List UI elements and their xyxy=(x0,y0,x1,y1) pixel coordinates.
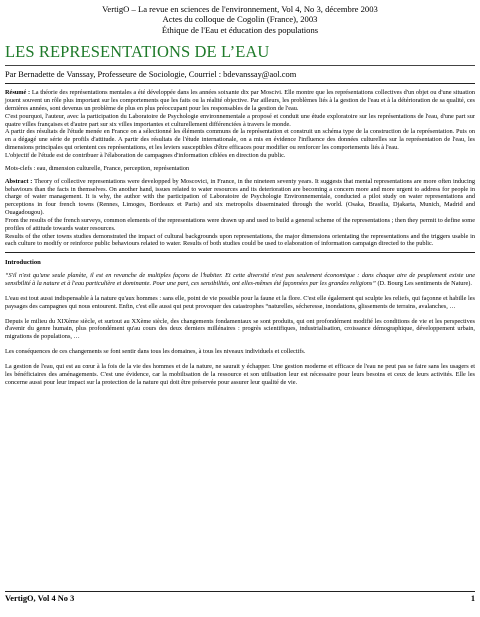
document-page xyxy=(5,0,475,617)
running-header xyxy=(5,0,475,35)
resume-paragraph-4: L'objectif de l'étude est de contribuer à l'élaboration de campagnes d'information ciblées en direction du public. xyxy=(5,151,286,159)
intro-paragraph-4: La gestion de l'eau, qui est au cœur à la fois de la vie des hommes et de la nature, ne saurait y échapper. Une gestion moderne et efficace de l'eau ne peut pas se faire sans les usagers et les bénéficiaires des aménagements. C'est une évidence, car la mobilisation de la ressource et son utilisation leur est nécessaire pour leurs besoins et ceux de leurs activités. Elle les concerne aussi pour leur impact sur la protection de la nature qui doit être préservée pour assurer leur qualité de vie. xyxy=(5,363,475,386)
header-journal-line: VertigO – La revue en sciences de l'environnement, Vol 4, No 3, décembre 2003 xyxy=(102,4,378,14)
intro-paragraph-2: Depuis le milieu du XIXème siècle, et surtout au XXème siècle, des changements fondamentaux se sont produits, qui ont profondément modifié les conditions de vie et les perspectives d'avenir du genre humain, plus profondément qu'au cours des deux derniers millénaires : progrès scientifiques, industrialisation, croissance démographique, développement urbain, migrations de populations, … xyxy=(5,317,475,341)
intro-quote: “S'il n'est qu'une seule planète, il est en revanche de multiples façons de l'habiter. Et cette diversité n'est pas seulement économique : dans chaque aire de peuplement existe une sensibilité à la nature et à l'eau particulière et dominante. Pour une part, ces sensibilités, ont elles-mêmes été façonnées par les grandes religions” (D. Bourg Les sentiments de Nature). xyxy=(5,272,475,288)
abstract-paragraph-2: From the results of the french surveys, common elements of the representations were drawn up and used to build a general scheme of the representations ; then they permit to define some profiles of attitude towards water resources. xyxy=(5,216,475,232)
resume-label: Résumé : xyxy=(5,89,31,97)
author-line xyxy=(5,65,475,84)
introduction-heading: Introduction xyxy=(5,259,41,267)
article-title: LES REPRESENTATIONS DE L’EAU xyxy=(5,42,270,62)
abstract-paragraph-1: Abstract : Theory of collective representations were developped by Moscovici, in France, in the nineteen seventy years. It suggests that mental representations are more often inducing behaviours than the facts in themselves. On another hand, issues related to water resources and its deterioration are becoming a concern more and more urgent to address for people in charge of water management. It is why, the author with the participation of Laboratoire de Psychologie Environnementale, conducted a pilot study on water representations and perceptions in four french towns (Rennes, Limoges, Bordeaux et Paris) and six metropolis disseminated through the world. (Osaka, Brasilia, Djakarta, Munich, Madrid and Ouagadougou). xyxy=(5,177,475,217)
resume-paragraph-1: Résumé : La théorie des représentations mentales a été développée dans les années soixante dix par Moscivi. Elle montre que les représentations collectives d'un objet ou d'une situation jouent souvent un rôle plus important sur les comportements que les faits ou la réalité objective. Par ailleurs, les problèmes liés à la gestion de l'eau et à la détérioration de sa qualité, ces dernières années, sont devenus un problème de plus en plus préoccupant pour les responsables de la gestion de l'eau. xyxy=(5,89,476,112)
header-theme-line: Éthique de l'Eau et éducation des populations xyxy=(161,24,319,35)
footer-journal: VertigO, Vol 4 No 3 xyxy=(5,594,75,603)
author-name: Par Bernadette de Vanssay, Professeure de Sociologie, Courriel : xyxy=(5,70,224,80)
intro-paragraph-3: Les conséquences de ces changements se font sentir dans tous les domaines, à tous les niveaux individuels et collectifs. xyxy=(5,348,306,356)
page-footer xyxy=(5,591,475,603)
abstract-label: Abstract : xyxy=(5,177,33,185)
page-number: 1 xyxy=(470,594,475,603)
abstract-section xyxy=(5,178,475,249)
resume-paragraph-3: A partir des résultats de l'étude menée en France on a sélectionné les éléments communs de la représentation et construit un schéma type de la construction de la représentation. Puis on en a dégagé une série de profils d'attitude. A partir des résultats de l'étude internationale, on a mis en évidence l'influence des données culturelles sur la représentation de l'eau, les dimensions principales qui orientent ces représentations, et les leviers susceptibles d'être efficaces pour modifier ou renforcer les comportements liés à l'eau. xyxy=(5,128,475,152)
keywords: Mots-clefs : eau, dimension culturelle, France, perception, représentation xyxy=(5,164,190,172)
resume-paragraph-2: C'est pourquoi, l'auteur, avec la participation du Laboratoire de Psychologie environnementale a proposé et conduit une étude exploratoire sur les représentations de l'eau, d'une part sur quatre villes françaises et d'autre part sur six villes importantes et culturellement différenciées à travers le monde. xyxy=(5,112,475,128)
section-divider xyxy=(5,252,475,253)
abstract-paragraph-3: Results of the other towns studies demonstrated the impact of cultural backgrounds upon representations, the major dimensions orientating the representations and the triggers usable in each culture to modify or reinforce public behaviours related to water. Results of both studies could be used to elaboration of information campaign directed to the public. xyxy=(5,232,475,248)
header-proceedings-line: Actes du colloque de Cogolin (France), 2003 xyxy=(162,14,318,25)
intro-paragraph-1: L'eau est tout aussi indispensable à la nature qu'aux hommes : sans elle, point de vie possible pour la faune et la flore. C'est elle également qui sculpte les reliefs, qui façonne et habille les paysages des campagnes qui nous entourent. Enfin, c'est elle aussi qui peut provoquer des catastrophes “naturelles, sécheresse, inondations, glissements de terrains, avalanches, … xyxy=(5,294,475,310)
author-email-link[interactable]: bdevanssay@aol.com xyxy=(223,70,297,80)
resume-section xyxy=(5,89,475,160)
